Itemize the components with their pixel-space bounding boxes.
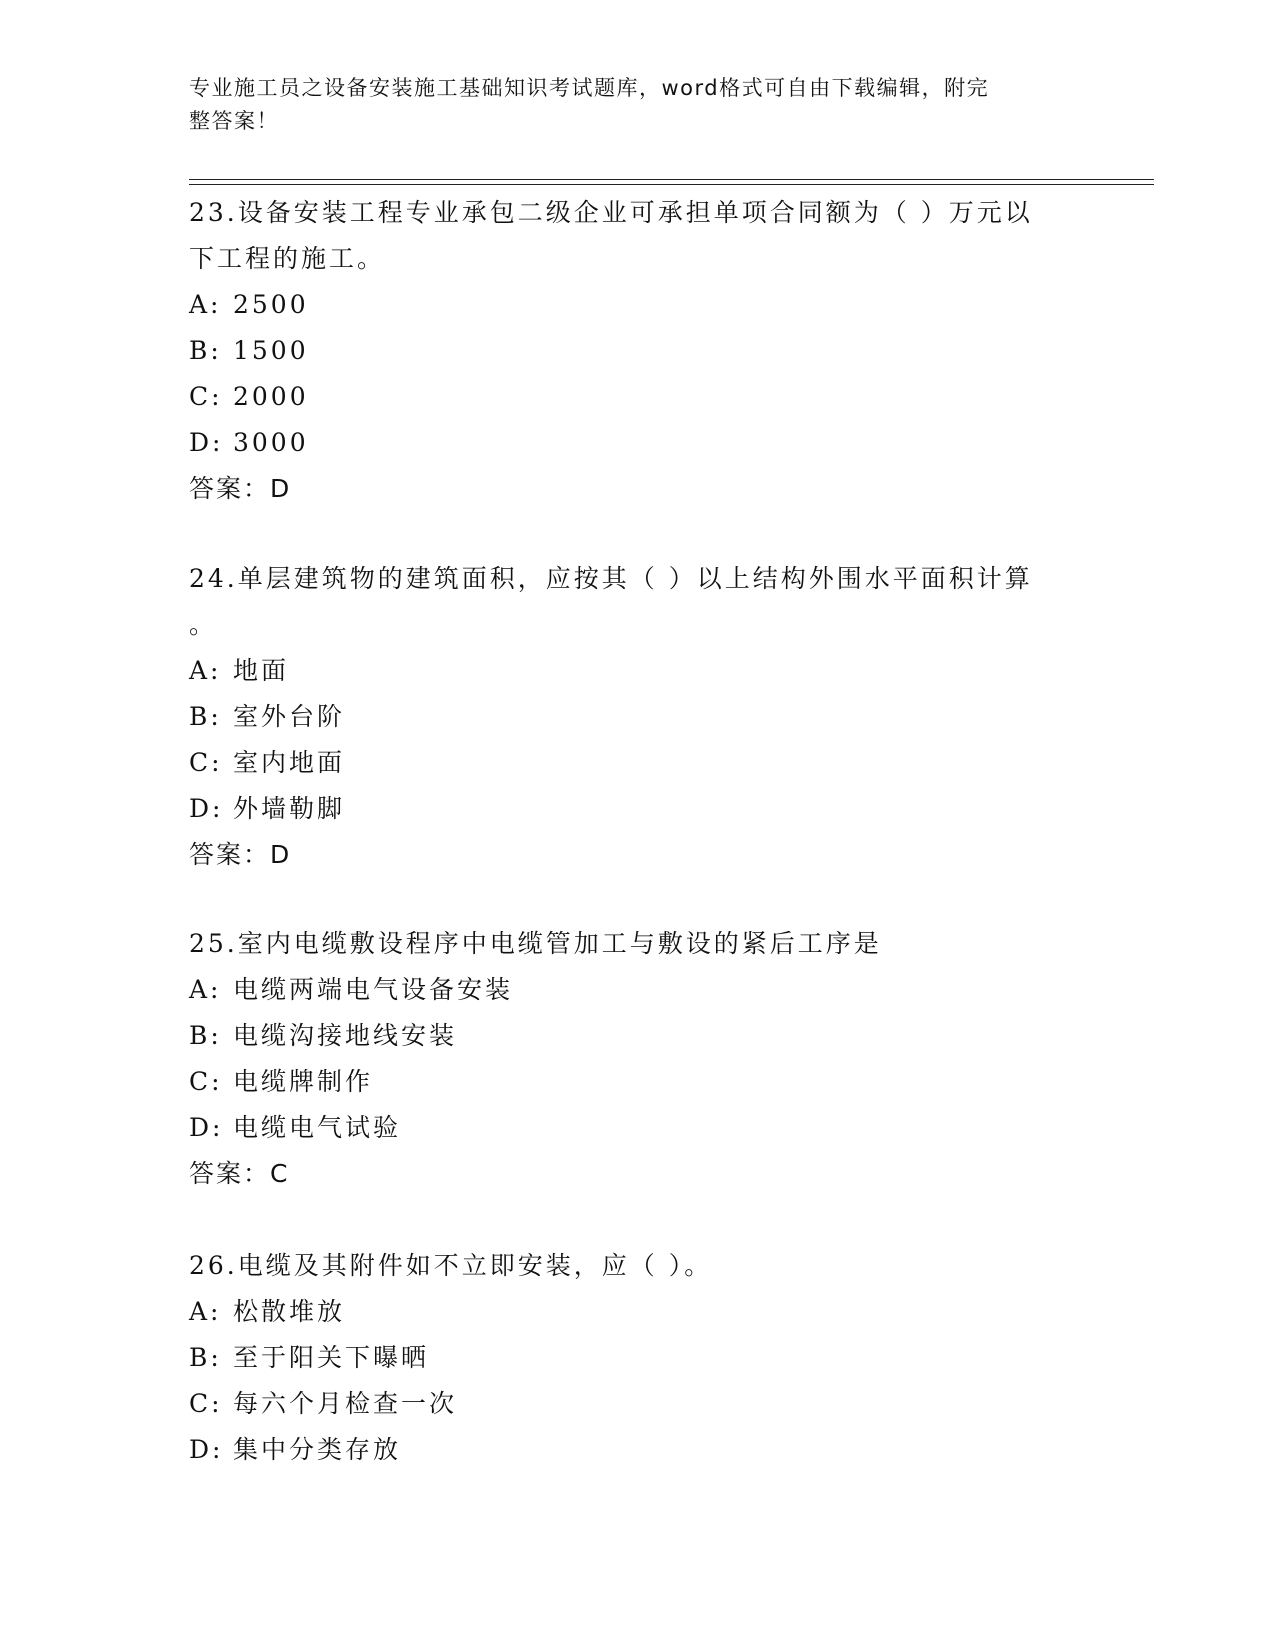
header-line-2: 整答案！ bbox=[189, 109, 279, 133]
document-header bbox=[189, 72, 1069, 138]
option-text: 松散堆放 bbox=[233, 1297, 346, 1326]
option-a bbox=[189, 967, 1069, 1013]
option-letter: D: bbox=[189, 1435, 224, 1464]
option-b bbox=[189, 1335, 1069, 1381]
question-23 bbox=[189, 190, 1069, 512]
option-letter: B: bbox=[189, 336, 222, 365]
option-text: 2000 bbox=[233, 382, 309, 411]
option-c bbox=[189, 1059, 1069, 1105]
option-letter: D: bbox=[189, 1113, 224, 1142]
option-text: 地面 bbox=[233, 656, 290, 685]
option-b bbox=[189, 328, 1069, 374]
option-text: 电缆两端电气设备安装 bbox=[233, 975, 514, 1004]
option-letter: C: bbox=[189, 1067, 223, 1096]
option-text: 电缆沟接地线安装 bbox=[233, 1021, 458, 1050]
question-stem bbox=[189, 556, 1069, 648]
question-stem bbox=[189, 1243, 1069, 1289]
question-24 bbox=[189, 556, 1069, 878]
option-a bbox=[189, 282, 1069, 328]
option-letter: B: bbox=[189, 1343, 222, 1372]
option-text: 1500 bbox=[233, 336, 309, 365]
question-stem-line: 。 bbox=[189, 610, 218, 639]
option-letter: B: bbox=[189, 702, 222, 731]
option-letter: C: bbox=[189, 748, 223, 777]
option-text: 2500 bbox=[233, 290, 309, 319]
option-letter: C: bbox=[189, 1389, 223, 1418]
option-d bbox=[189, 420, 1069, 466]
option-c bbox=[189, 740, 1069, 786]
option-a bbox=[189, 1289, 1069, 1335]
question-stem-line: 24.单层建筑物的建筑面积，应按其（ ）以上结构外围水平面积计算 bbox=[189, 564, 1033, 593]
option-c bbox=[189, 1381, 1069, 1427]
option-b bbox=[189, 694, 1069, 740]
option-text: 每六个月检查一次 bbox=[233, 1389, 458, 1418]
option-d bbox=[189, 1427, 1069, 1473]
option-a bbox=[189, 648, 1069, 694]
question-stem-line: 下工程的施工。 bbox=[189, 244, 386, 273]
option-c bbox=[189, 374, 1069, 420]
option-text: 3000 bbox=[233, 428, 309, 457]
option-text: 外墙勒脚 bbox=[233, 794, 346, 823]
header-divider-bottom bbox=[189, 184, 1154, 185]
answer: 答案：C bbox=[189, 1159, 290, 1188]
question-25 bbox=[189, 921, 1069, 1197]
option-letter: A: bbox=[189, 1297, 222, 1326]
option-letter: D: bbox=[189, 428, 224, 457]
option-letter: B: bbox=[189, 1021, 222, 1050]
option-text: 至于阳关下曝晒 bbox=[233, 1343, 430, 1372]
question-stem-line: 25.室内电缆敷设程序中电缆管加工与敷设的紧后工序是 bbox=[189, 929, 882, 958]
option-text: 电缆牌制作 bbox=[233, 1067, 374, 1096]
option-letter: A: bbox=[189, 290, 222, 319]
answer: 答案：D bbox=[189, 474, 292, 503]
option-letter: A: bbox=[189, 975, 222, 1004]
option-letter: D: bbox=[189, 794, 224, 823]
option-d bbox=[189, 786, 1069, 832]
question-stem bbox=[189, 190, 1069, 282]
question-26 bbox=[189, 1243, 1069, 1473]
option-b bbox=[189, 1013, 1069, 1059]
option-letter: A: bbox=[189, 656, 222, 685]
question-stem-line: 23.设备安装工程专业承包二级企业可承担单项合同额为（ ）万元以 bbox=[189, 198, 1033, 227]
question-stem bbox=[189, 921, 1069, 967]
option-text: 室内地面 bbox=[233, 748, 346, 777]
option-d bbox=[189, 1105, 1069, 1151]
option-text: 集中分类存放 bbox=[233, 1435, 402, 1464]
question-stem-line: 26.电缆及其附件如不立即安装，应（ ）。 bbox=[189, 1251, 713, 1280]
answer: 答案：D bbox=[189, 840, 292, 869]
header-line-1: 专业施工员之设备安装施工基础知识考试题库，word格式可自由下载编辑，附完 bbox=[189, 76, 990, 100]
header-divider-top bbox=[189, 179, 1154, 180]
option-text: 室外台阶 bbox=[233, 702, 346, 731]
option-letter: C: bbox=[189, 382, 223, 411]
option-text: 电缆电气试验 bbox=[233, 1113, 402, 1142]
